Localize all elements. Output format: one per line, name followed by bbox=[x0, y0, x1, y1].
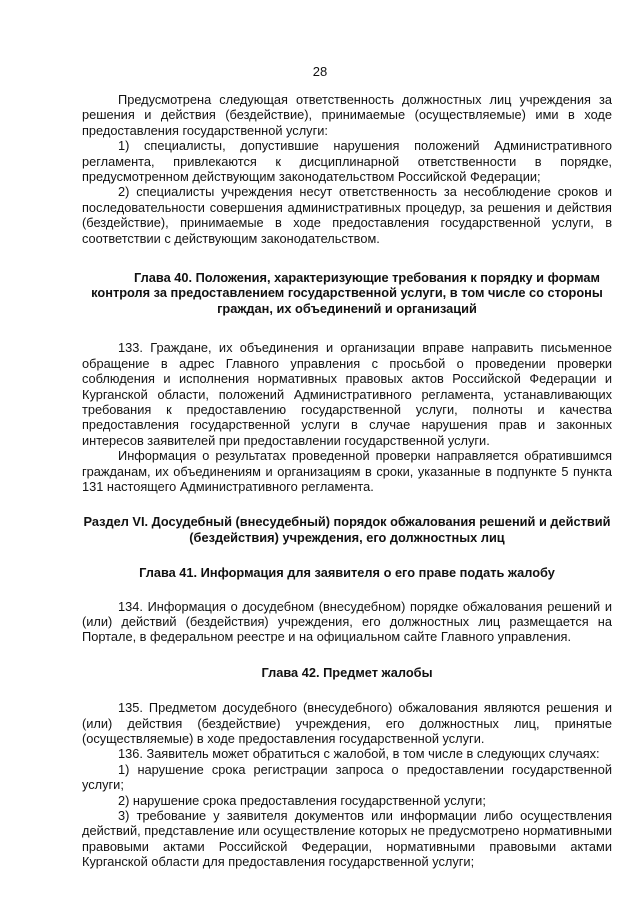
paragraph-136: 136. Заявитель может обратиться с жалобой, в том числе в следующих случаях: bbox=[118, 746, 600, 762]
paragraph-136-item-2: 2) нарушение срока предоставления государственной услуги; bbox=[118, 792, 486, 808]
paragraph-135: 135. Предметом досудебного (внесудебного) обжалования являются решения и (или) действия (бездействие) учреждения, его должностных лиц, принятые (осуществляемые) в ходе предоставления государственной услуги. bbox=[82, 700, 612, 746]
document-body bbox=[82, 92, 612, 870]
paragraph-check-results: Информация о результатах проведенной проверки направляется обратившимся гражданам, их объединениям и организациям в сроки, указанные в подпункте 5 пункта 131 настоящего Административного регламента. bbox=[82, 448, 612, 494]
paragraph-136-item-1: 1) нарушение срока регистрации запроса о предоставлении государственной услуги; bbox=[82, 761, 612, 793]
paragraph-134: 134. Информация о досудебном (внесудебном) порядке обжалования решений и (или) действий (бездействия) учреждения, его должностных лиц размещается на Портале, в федеральном реестре и на официальном сайте Главного управления. bbox=[82, 598, 612, 645]
page-number: 28 bbox=[312, 64, 328, 79]
paragraph-responsibility-item-1: 1) специалисты, допустившие нарушения положений Административного регламента, привлекаются к дисциплинарной ответственности в порядке, предусмотренном действующим законодательством Российской Федерации; bbox=[82, 138, 612, 185]
paragraph-responsibility-intro: Предусмотрена следующая ответственность должностных лиц учреждения за решения и действия (бездействие), принимаемые (осуществляемые) ими в ходе предоставления государственной услуги: bbox=[82, 92, 612, 138]
paragraph-responsibility-item-2: 2) специалисты учреждения несут ответственность за несоблюдение сроков и последовательности совершения административных процедур, за решения и действия (бездействие), принимаемые в ходе предоставления государственной услуги, в соответствии с действующим законодательством. bbox=[82, 184, 612, 246]
chapter-40-heading: Глава 40. Положения, характеризующие требования к порядку и формам контроля за предоставлением государственной услуги, в том числе со стороны граждан, их объединений и организаций bbox=[91, 270, 603, 316]
chapter-41-heading: Глава 41. Информация для заявителя о его праве подать жалобу bbox=[139, 565, 555, 581]
chapter-42-heading: Глава 42. Предмет жалобы bbox=[261, 664, 433, 680]
paragraph-133: 133. Граждане, их объединения и организации вправе направить письменное обращение в адрес Главного управления с просьбой о проведении проверки соблюдения и исполнения нормативных правовых актов Российской Федерации и Курганской области, положений Административного регламента, устанавливающих требования к предоставлению государственной услуги, полноты и качества предоставления государственной услуги в случае нарушения прав и законных интересов заявителей при предоставлении государственной услуги. bbox=[82, 340, 612, 448]
section-6-heading: Раздел VI. Досудебный (внесудебный) порядок обжалования решений и действий (бездействия) учреждения, его должностных лиц bbox=[83, 514, 611, 545]
paragraph-136-item-3: 3) требование у заявителя документов или информации либо осуществления действий, представление или осуществление которых не предусмотрено нормативными правовыми актами Российской Федерации, нормативными правовыми актами Курганской области для предоставления государственной услуги; bbox=[82, 808, 612, 870]
